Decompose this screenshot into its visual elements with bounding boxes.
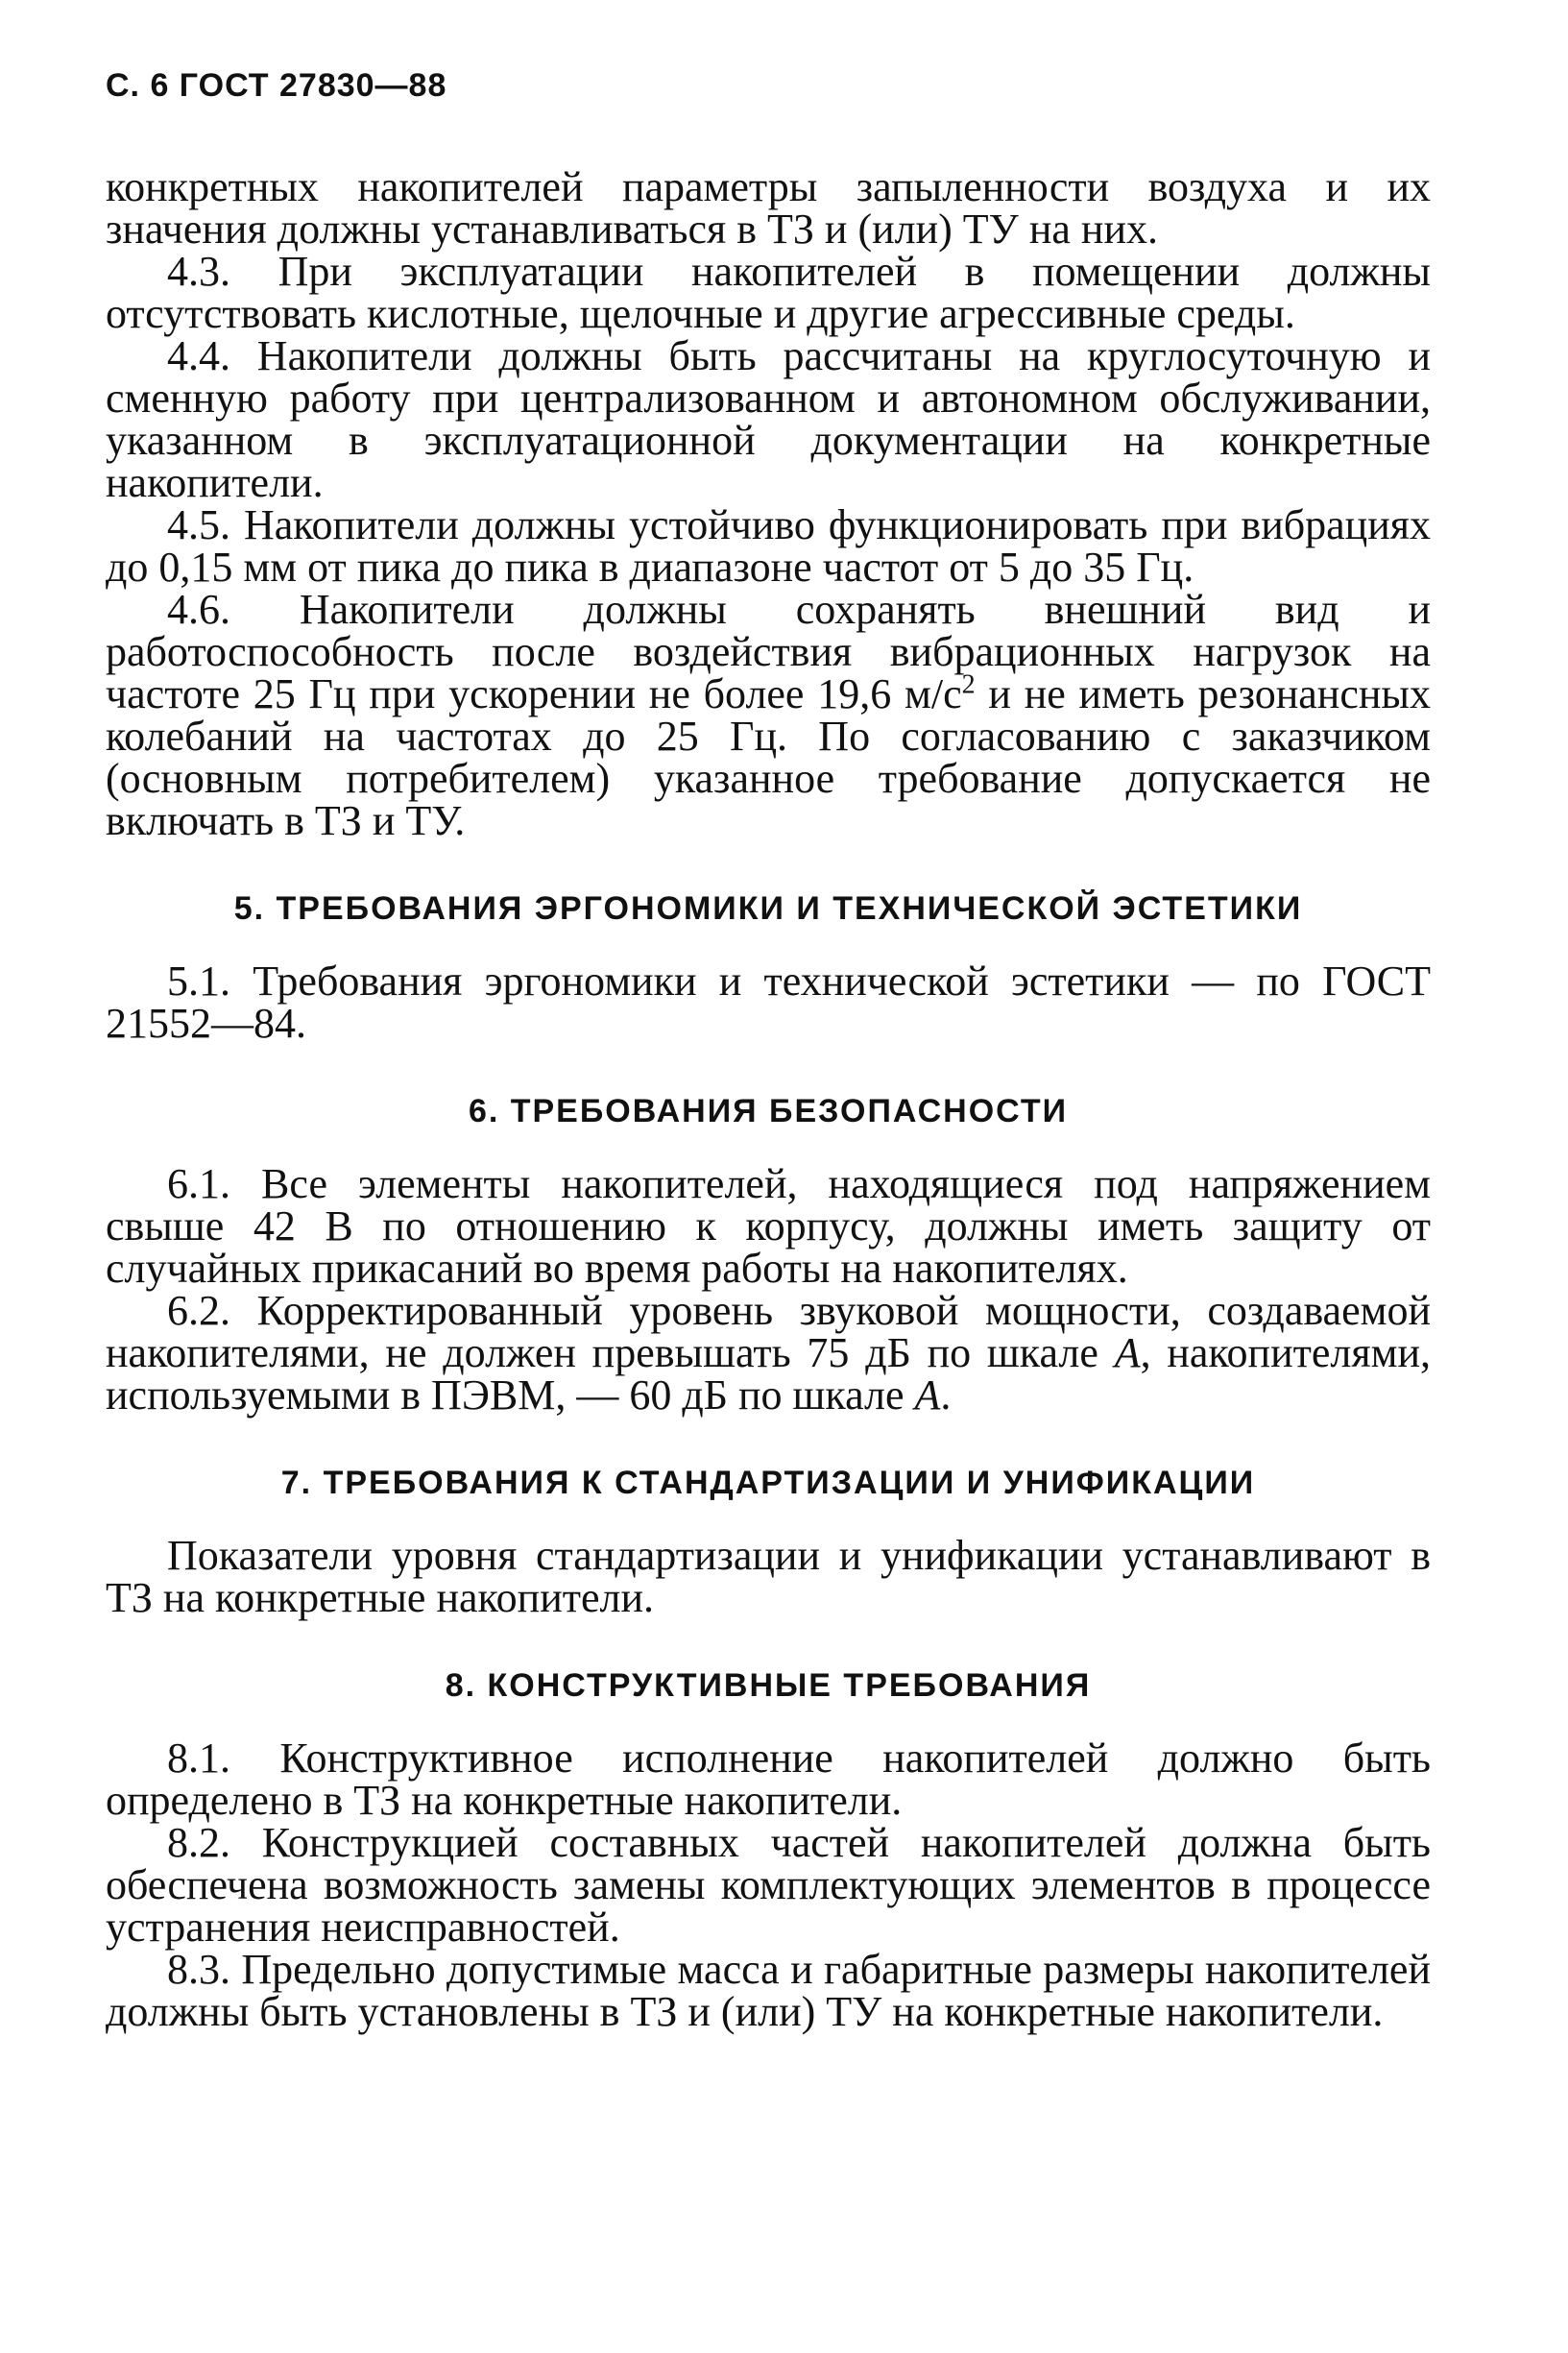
paragraph-5-1: 5.1. Требования эргономики и технической эстетики — по ГОСТ 21552—84. [106, 958, 1431, 1047]
scale-a-label: А [914, 1371, 941, 1419]
paragraph-6-2-end: . [940, 1371, 952, 1419]
paragraph-4-6 [106, 586, 1431, 844]
paragraph-8-3: 8.3. Предельно допустимые масса и габаритные размеры накопителей должны быть установлены в ТЗ и (или) ТУ на конкретные накопители. [106, 1946, 1431, 2035]
paragraph-8-2: 8.2. Конструкцией составных частей накопителей должна быть обеспечена возможность замены комплектующих элементов в процессе устранения неисправностей. [106, 1819, 1431, 1951]
paragraph-4-3: 4.3. При эксплуатации накопителей в помещении должны отсутствовать кислотные, щелочные и другие агрессивные среды. [106, 248, 1431, 337]
superscript-2: 2 [961, 669, 976, 700]
paragraph-4-4: 4.4. Накопители должны быть рассчитаны на круглосуточную и сменную работу при централизованном и автономном обслуживании, указанном в эксплуатационной документации на конкретные накопители. [106, 332, 1431, 506]
section-8-title: 8. КОНСТРУКТИВНЫЕ ТРЕБОВАНИЯ [445, 1667, 1092, 1704]
paragraph-6-2-part-1: 6.2. Корректированный уровень звуковой мощности, создаваемой накопителями, не должен превышать 75 дБ по шкале [106, 1287, 1431, 1376]
paragraph-4-6-part-1: 4.6. Накопители должны сохранять внешний вид и работоспособность после воздействия вибрационных нагрузок на частоте 25 Гц при ускорении не более 19,6 м/с [106, 586, 1431, 717]
document-page [106, 67, 1431, 2033]
section-6-title: 6. ТРЕБОВАНИЯ БЕЗОПАСНОСТИ [468, 1093, 1069, 1129]
scale-a-label: А [1114, 1329, 1141, 1376]
section-7-title: 7. ТРЕБОВАНИЯ К СТАНДАРТИЗАЦИИ И УНИФИКАЦИИ [280, 1465, 1256, 1501]
page-header: С. 6 ГОСТ 27830—88 [106, 67, 447, 104]
paragraph-4-5: 4.5. Накопители должны устойчиво функционировать при вибрациях до 0,15 мм от пика до пика в диапазоне частот от 5 до 35 Гц. [106, 501, 1431, 591]
paragraph-7: Показатели уровня стандартизации и унификации устанавливают в ТЗ на конкретные накопители. [106, 1532, 1431, 1621]
intro-paragraph-continued: конкретных накопителей параметры запыленности воздуха и их значения должны устанавливаться в ТЗ и (или) ТУ на них. [106, 163, 1431, 253]
paragraph-4-6-part-2: и не иметь резонансных колебаний на частотах до 25 Гц. По согласованию с заказчиком (основным потребителем) указанное требование допускается не включать в ТЗ и ТУ. [106, 670, 1431, 844]
section-5-title: 5. ТРЕБОВАНИЯ ЭРГОНОМИКИ И ТЕХНИЧЕСКОЙ ЭСТЕТИКИ [233, 890, 1303, 927]
paragraph-8-1: 8.1. Конструктивное исполнение накопителей должно быть определено в ТЗ на конкретные накопители. [106, 1734, 1431, 1824]
paragraph-6-2 [106, 1287, 1431, 1419]
paragraph-6-1: 6.1. Все элементы накопителей, находящиеся под напряжением свыше 42 В по отношению к корпусу, должны иметь защиту от случайных прикасаний во время работы на накопителях. [106, 1160, 1431, 1292]
paragraph-6-2-part-2: , накопителями, используемыми в ПЭВМ, — 60 дБ по шкале [106, 1329, 1431, 1419]
